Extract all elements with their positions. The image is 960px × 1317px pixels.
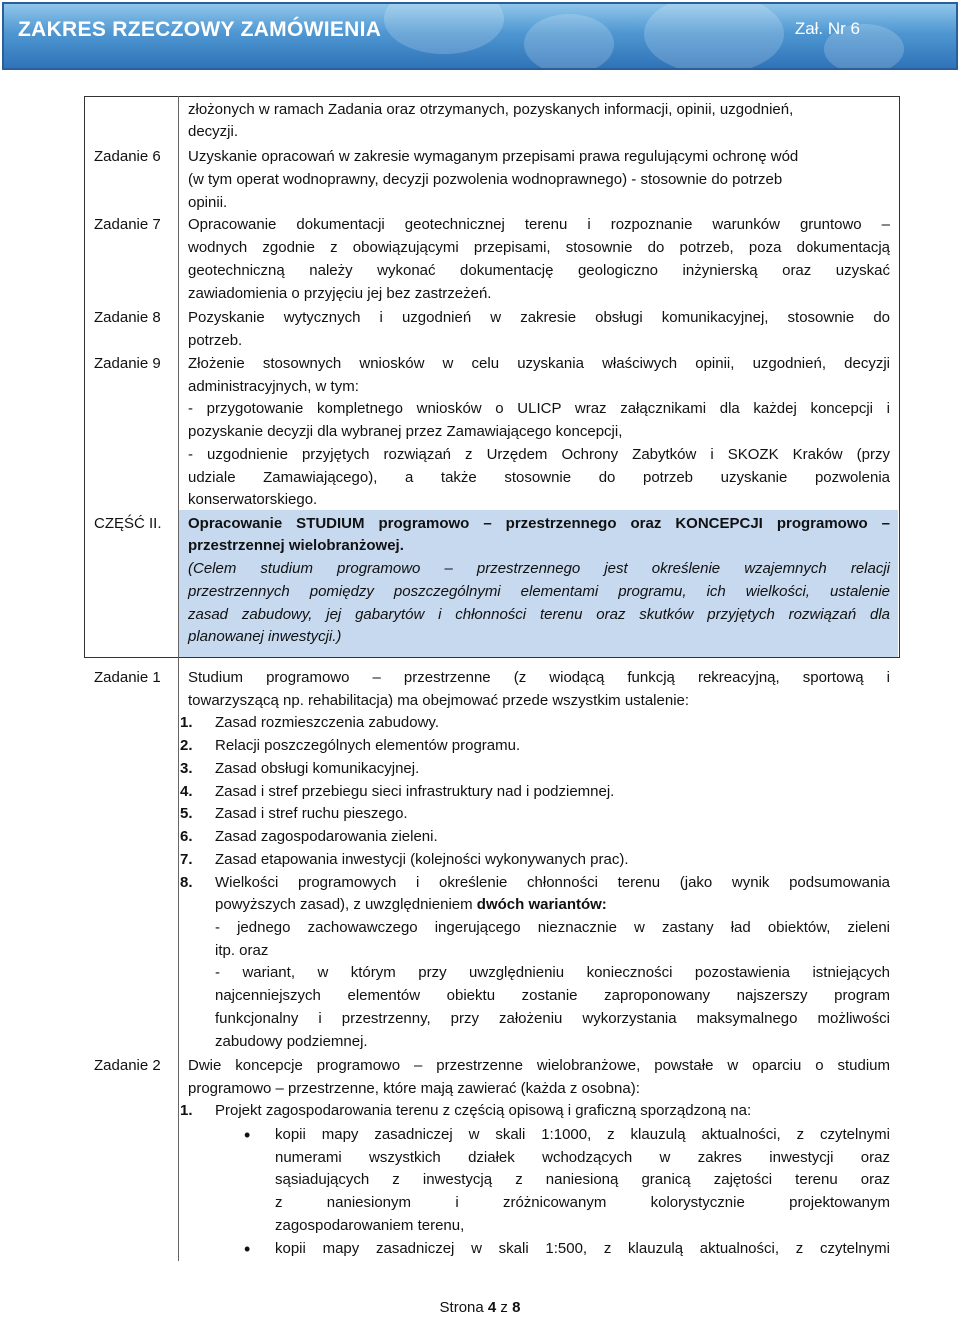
list-item: Projekt zagospodarowania terenu z częścią opisową i graficzną sporządzoną na: (215, 1102, 752, 1119)
intro-line: złożonych w ramach Zadania oraz otrzymanych, pozyskanych informacji, opinii, uzgodnień, (188, 101, 794, 118)
task-text: (w tym operat wodnoprawny, decyzji pozwolenia wodnoprawnego) - stosownie do potrzeb (188, 171, 783, 188)
list-number: 5. (180, 805, 193, 822)
task-text: - przygotowanie kompletnego wniosków o ULICP wraz załącznikami dla każdej koncepcji i (188, 400, 890, 417)
page-footer (0, 1299, 960, 1316)
list-number: 7. (180, 851, 193, 868)
list-item: Zasad obsługi komunikacyjnej. (215, 760, 420, 777)
task-text: Uzyskanie opracowań w zakresie wymaganym przepisami prawa regulującymi ochronę wód (188, 148, 799, 165)
bullet-text: kopii mapy zasadniczej w skali 1:1000, z klauzulą aktualności, z czytelnymi (275, 1126, 890, 1143)
page-total: 8 (512, 1299, 521, 1316)
list-item: Relacji poszczególnych elementów programu. (215, 737, 521, 754)
task-text: Złożenie stosownych wniosków w celu uzyskania właściwych opinii, uzgodnień, decyzji (188, 355, 890, 372)
task-text: Studium programowo – przestrzenne (z wiodącą funkcją rekreacyjną, sportową i (188, 669, 890, 686)
task-text: potrzeb. (188, 332, 243, 349)
task-label: Zadanie 1 (94, 669, 161, 686)
task-text: opinii. (188, 194, 228, 211)
task-text: zawiadomienia o przyjęciu jej bez zastrzeżeń. (188, 285, 492, 302)
intro-line: decyzji. (188, 123, 239, 140)
variant-text: - jednego zachowawczego ingerującego nieznacznie w zastany ład obiektów, zieleni (215, 919, 890, 936)
variant-text: - wariant, w którym przy uwzględnieniu konieczności pozostawienia istniejących (215, 964, 890, 981)
task-label: Zadanie 6 (94, 148, 161, 165)
task-text: administracyjnych, w tym: (188, 378, 359, 395)
list-item-text: powyższych zasad), z uwzględnieniem (215, 896, 473, 913)
list-number: 6. (180, 828, 193, 845)
list-item: Wielkości programowych i określenie chłonności terenu (jako wynik podsumowania (215, 874, 890, 891)
variant-text: zabudowy podziemnej. (215, 1033, 368, 1050)
bullet-text: zagospodarowaniem terenu, (275, 1217, 465, 1234)
document-title: ZAKRES RZECZOWY ZAMÓWIENIA (18, 18, 382, 41)
part-title: Opracowanie STUDIUM programowo – przestrzennego oraz KONCEPCJI programowo – (188, 515, 890, 532)
list-number: 1. (180, 714, 193, 731)
bullet-text: z naniesionym i zróżnicowanym kolorystycznie projektowanym (275, 1194, 890, 1211)
page-prefix: Strona (439, 1299, 488, 1316)
variant-text: funkcjonalny i przestrzenny, przy założeniu wykorzystania maksymalnego możliwości (215, 1010, 890, 1027)
task-text: pozyskanie decyzji dla wybranej przez Zamawiającego koncepcji, (188, 423, 623, 440)
bullet-icon: • (244, 1239, 251, 1259)
bullet-text: numerami wszystkich działek wchodzących w zakres inwestycji oraz (275, 1149, 890, 1166)
part-description: (Celem studium programowo – przestrzennego jest określenie wzajemnych relacji (188, 560, 890, 577)
list-number: 2. (180, 737, 193, 754)
task-text: geotechniczną należy wykonać dokumentację geologiczno inżynierską oraz uzyskać (188, 262, 890, 279)
variant-text: itp. oraz (215, 942, 269, 959)
list-item: Zasad zagospodarowania zieleni. (215, 828, 438, 845)
part-description: zasad zabudowy, jej gabarytów i chłonności terenu oraz skutków przyjętych rozwiązań dla (188, 606, 890, 623)
list-number: 1. (180, 1102, 193, 1119)
task-text: towarzyszącą np. rehabilitacja) ma obejmować przede wszystkim ustalenie: (188, 692, 690, 709)
part-title: przestrzennej wielobranżowej. (188, 537, 404, 554)
page-separator: z (496, 1299, 513, 1316)
task-label: Zadanie 7 (94, 216, 161, 233)
task-text: - uzgodnienie przyjętych rozwiązań z Urzędem Ochrony Zabytków i SKOZK Kraków (przy (188, 446, 890, 463)
task-text: udziale Zamawiającego), a także stosownie do potrzeb uzyskanie pozwolenia (188, 469, 890, 486)
list-number: 3. (180, 760, 193, 777)
bullet-text: sąsiadujących z inwestycją z naniesioną granicą zajętości terenu oraz (275, 1171, 890, 1188)
list-number: 4. (180, 783, 193, 800)
list-item: Zasad i stref przebiegu sieci infrastruktury nad i podziemnej. (215, 783, 615, 800)
part-description: planowanej inwestycji.) (188, 628, 342, 645)
variants-emphasis: dwóch wariantów: (476, 896, 607, 913)
task-text: konserwatorskiego. (188, 491, 318, 508)
task-text: wodnych zgodnie z obowiązującymi przepisami, stosownie do potrzeb, poza dokumentacją (188, 239, 890, 256)
list-item: Zasad rozmieszczenia zabudowy. (215, 714, 439, 731)
task-text: programowo – przestrzenne, które mają zawierać (każda z osobna): (188, 1080, 640, 1097)
task-text: Dwie koncepcje programowo – przestrzenne wielobranżowe, powstałe w oparciu o studium (188, 1057, 890, 1074)
column-divider (178, 96, 179, 1261)
part-description: przestrzennych pomiędzy poszczególnymi elementami programu, ich wielkości, ustalenie (188, 583, 890, 600)
task-text: Opracowanie dokumentacji geotechnicznej terenu i rozpoznanie warunków gruntowo – (188, 216, 890, 233)
bullet-text: kopii mapy zasadniczej w skali 1:500, z klauzulą aktualności, z czytelnymi (275, 1240, 890, 1257)
list-item-continuation (215, 894, 607, 917)
variant-text: najcenniejszych elementów obiektu zostanie zaproponowany najszerszy program (215, 987, 890, 1004)
task-label: Zadanie 2 (94, 1057, 161, 1074)
page-number: 4 (487, 1299, 497, 1316)
list-number: 8. (180, 874, 193, 891)
task-label: Zadanie 8 (94, 309, 161, 326)
attachment-number: Zał. Nr 6 (794, 19, 860, 38)
header-banner (2, 2, 958, 70)
list-item: Zasad etapowania inwestycji (kolejności wykonywanych prac). (215, 851, 629, 868)
bullet-icon: • (244, 1125, 251, 1145)
part-label: CZĘŚĆ II. (94, 515, 162, 532)
list-item: Zasad i stref ruchu pieszego. (215, 805, 408, 822)
task-text: Pozyskanie wytycznych i uzgodnień w zakresie obsługi komunikacyjnej, stosownie do (188, 309, 890, 326)
task-label: Zadanie 9 (94, 355, 161, 372)
